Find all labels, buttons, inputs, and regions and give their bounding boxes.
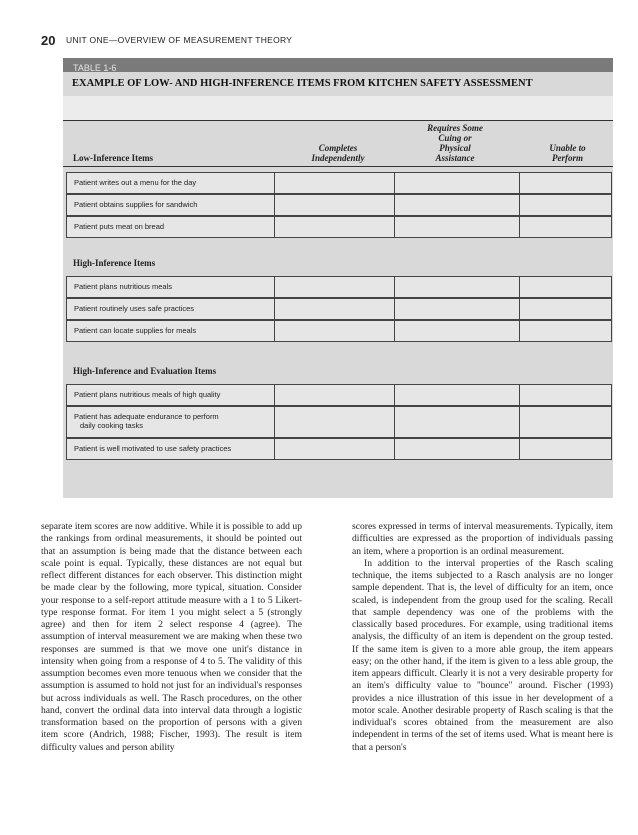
table-row	[66, 438, 612, 460]
item-label: Patient plans nutritious meals of high quality	[67, 385, 275, 405]
response-cell	[395, 195, 520, 215]
low-inference-header: Low-Inference Items	[73, 153, 154, 163]
table-row	[66, 276, 612, 298]
response-cell	[275, 195, 395, 215]
response-cell	[395, 407, 520, 437]
body-paragraph: scores expressed in terms of interval measurements. Typically, item difficulties are expressed as the proportion of individuals passing an item, where a proportion is an ordinal measurement.	[352, 521, 613, 557]
table-row	[66, 172, 612, 194]
header-band	[63, 96, 613, 120]
response-cell	[395, 385, 520, 405]
item-label: Patient routinely uses safe practices	[67, 299, 275, 319]
item-label: Patient is well motivated to use safety practices	[67, 439, 275, 459]
high-inference-header: High-Inference Items	[73, 258, 156, 268]
table-row	[66, 216, 612, 238]
col-header-completes: Completes Independently	[311, 143, 365, 163]
response-cell	[275, 299, 395, 319]
table-title: EXAMPLE OF LOW- AND HIGH-INFERENCE ITEMS FROM KITCHEN SAFETY ASSESSMENT	[72, 78, 533, 89]
body-paragraph: separate item scores are now additive. While it is possible to add up the rankings from ordinal measurements, it should be pointed out that an assumption is being made that the distance between each scale point is equal. Typically, these distances are not equal but reflect different distances for each observer. This distinction might be made clear by the following, more typical, situation. Consider your response to a self-report attitude measure with a 1 to 5 Likert-type response format. For item 1 you might select a 5 (strongly agree) and then for item 2 select response 4 (agree). The assumption of interval measurement we are making when these two responses are summed is that we move one unit's distance in intensity when going from a response of 4 to 5. The validity of this assumption becomes even more tenuous when we consider that the assumption is assumed to hold not just for an individual's responses but across individuals as well. The Rasch procedures, on the other hand, convert the ordinal data into interval data through a logistic transformation based on the proportion of persons with a given item score (Andrich, 1988; Fischer, 1993). The result is item difficulty values and person ability	[41, 521, 302, 753]
body-column-left	[41, 521, 302, 754]
page-number: 20	[41, 33, 56, 48]
table-label-bar	[63, 58, 613, 72]
response-cell	[275, 321, 395, 341]
body-column-right	[352, 521, 613, 754]
item-label: Patient plans nutritious meals	[67, 277, 275, 297]
header-top-rule	[63, 120, 613, 121]
response-cell	[395, 321, 520, 341]
response-cell	[275, 173, 395, 193]
item-label: Patient puts meat on bread	[67, 217, 275, 237]
col-header-requires: Requires Some Cuing or Physical Assistance	[427, 123, 483, 163]
item-label: Patient can locate supplies for meals	[67, 321, 275, 341]
col-header-unable: Unable to Perform	[549, 143, 586, 163]
response-cell	[275, 385, 395, 405]
response-cell	[395, 299, 520, 319]
item-label: Patient writes out a menu for the day	[67, 173, 275, 193]
response-cell	[275, 217, 395, 237]
item-label: Patient obtains supplies for sandwich	[67, 195, 275, 215]
table-row	[66, 298, 612, 320]
running-head: UNIT ONE—OVERVIEW OF MEASUREMENT THEORY	[66, 35, 293, 45]
table-row	[66, 194, 612, 216]
response-cell	[275, 407, 395, 437]
table-row	[66, 406, 612, 438]
response-cell	[395, 277, 520, 297]
header-bottom-rule	[63, 166, 613, 167]
evaluation-items-header: High-Inference and Evaluation Items	[73, 366, 217, 376]
table-row	[66, 384, 612, 406]
response-cell	[275, 439, 395, 459]
table-label: TABLE 1-6	[73, 63, 117, 73]
body-paragraph: In addition to the interval properties of the Rasch scaling technique, the items subjected to a Rasch analysis are no longer sample dependent. That is, the level of difficulty for an item, once scaled, is independent from the group used for the scaling. Recall that sample dependency was one of the problems with the classically based procedures. For example, using traditional items analysis, the difficulty of an item is dependent on the group tested. If the same item is given to a more able group, the item appears easy; on the other hand, if the item is given to a less able group, the item appears difficult. Clearly it is not a very desirable property for an item's difficulty value to "bounce" around. Fischer (1993) provides a nice illustration of this issue in her development of a motor scale. Another desirable property of Rasch scaling is that the individual's scores obtained from the measurement are also independent in terms of the set of items used. What is meant here is that a person's	[352, 557, 613, 753]
response-cell	[395, 217, 520, 237]
response-cell	[395, 173, 520, 193]
table-row	[66, 320, 612, 342]
response-cell	[275, 277, 395, 297]
response-cell	[395, 439, 520, 459]
item-label: Patient has adequate endurance to perform daily cooking tasks	[67, 407, 275, 437]
